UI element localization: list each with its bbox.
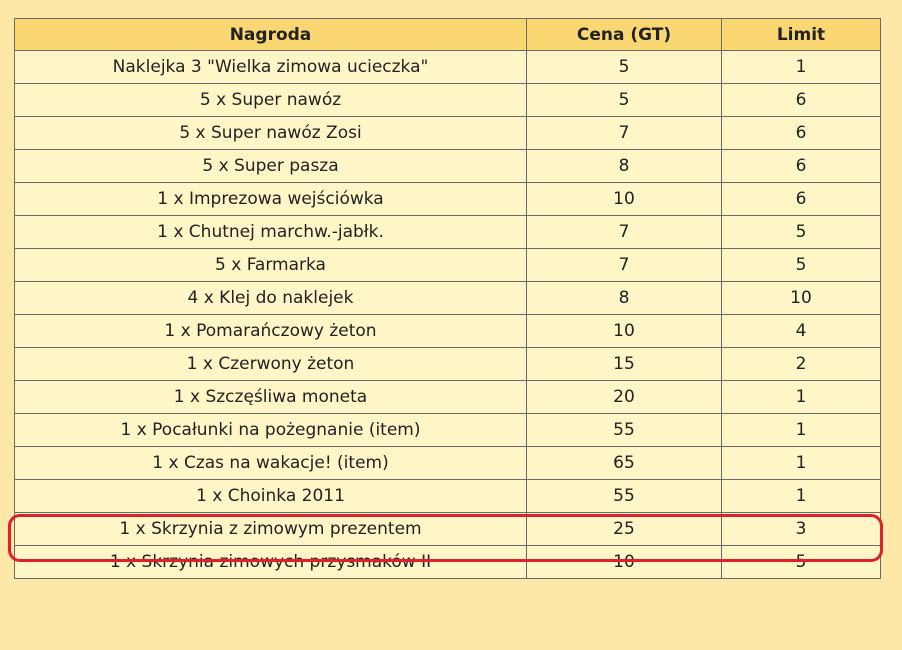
cell-limit: 6 xyxy=(722,117,881,150)
cell-limit: 5 xyxy=(722,216,881,249)
cell-reward: 1 x Czas na wakacje! (item) xyxy=(15,447,527,480)
cell-limit: 5 xyxy=(722,249,881,282)
cell-limit: 6 xyxy=(722,183,881,216)
cell-limit: 6 xyxy=(722,150,881,183)
table-row xyxy=(15,249,881,282)
table-row xyxy=(15,447,881,480)
cell-price: 65 xyxy=(527,447,722,480)
cell-limit: 1 xyxy=(722,447,881,480)
table-row xyxy=(15,51,881,84)
cell-reward: 5 x Super pasza xyxy=(15,150,527,183)
header-price: Cena (GT) xyxy=(527,19,722,51)
cell-reward: 1 x Skrzynia zimowych przysmaków II xyxy=(15,546,527,579)
cell-price: 55 xyxy=(527,480,722,513)
table-row xyxy=(15,216,881,249)
cell-reward: 1 x Chutnej marchw.-jabłk. xyxy=(15,216,527,249)
table-row xyxy=(15,183,881,216)
cell-limit: 1 xyxy=(722,480,881,513)
cell-price: 5 xyxy=(527,84,722,117)
cell-price: 8 xyxy=(527,150,722,183)
cell-limit: 2 xyxy=(722,348,881,381)
cell-reward: 4 x Klej do naklejek xyxy=(15,282,527,315)
table-row xyxy=(15,150,881,183)
cell-reward: 1 x Pomarańczowy żeton xyxy=(15,315,527,348)
cell-reward: 5 x Farmarka xyxy=(15,249,527,282)
table-row xyxy=(15,282,881,315)
cell-price: 7 xyxy=(527,249,722,282)
table-row xyxy=(15,480,881,513)
cell-limit: 3 xyxy=(722,513,881,546)
cell-price: 7 xyxy=(527,216,722,249)
cell-reward: 1 x Szczęśliwa moneta xyxy=(15,381,527,414)
table-header-row xyxy=(15,19,881,51)
header-limit: Limit xyxy=(722,19,881,51)
cell-reward: 1 x Choinka 2011 xyxy=(15,480,527,513)
cell-reward: Naklejka 3 "Wielka zimowa ucieczka" xyxy=(15,51,527,84)
table-row xyxy=(15,381,881,414)
cell-price: 55 xyxy=(527,414,722,447)
cell-price: 20 xyxy=(527,381,722,414)
cell-reward: 5 x Super nawóz Zosi xyxy=(15,117,527,150)
cell-price: 10 xyxy=(527,183,722,216)
cell-limit: 5 xyxy=(722,546,881,579)
rewards-table xyxy=(14,18,881,579)
cell-limit: 6 xyxy=(722,84,881,117)
cell-reward: 1 x Imprezowa wejściówka xyxy=(15,183,527,216)
table-row xyxy=(15,315,881,348)
table-row xyxy=(15,546,881,579)
table-row xyxy=(15,414,881,447)
table-row xyxy=(15,84,881,117)
cell-price: 5 xyxy=(527,51,722,84)
table-row xyxy=(15,117,881,150)
cell-limit: 1 xyxy=(722,381,881,414)
cell-limit: 4 xyxy=(722,315,881,348)
cell-reward: 1 x Skrzynia z zimowym prezentem xyxy=(15,513,527,546)
cell-limit: 1 xyxy=(722,414,881,447)
cell-reward: 5 x Super nawóz xyxy=(15,84,527,117)
table-row xyxy=(15,513,881,546)
cell-price: 25 xyxy=(527,513,722,546)
cell-price: 8 xyxy=(527,282,722,315)
cell-price: 15 xyxy=(527,348,722,381)
cell-price: 10 xyxy=(527,546,722,579)
cell-price: 10 xyxy=(527,315,722,348)
cell-reward: 1 x Pocałunki na pożegnanie (item) xyxy=(15,414,527,447)
cell-limit: 1 xyxy=(722,51,881,84)
header-reward: Nagroda xyxy=(15,19,527,51)
cell-price: 7 xyxy=(527,117,722,150)
cell-reward: 1 x Czerwony żeton xyxy=(15,348,527,381)
cell-limit: 10 xyxy=(722,282,881,315)
table-row xyxy=(15,348,881,381)
